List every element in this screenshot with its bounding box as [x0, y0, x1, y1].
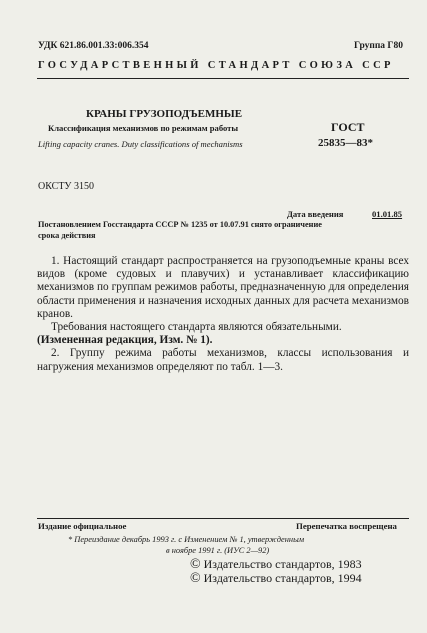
- date-label: Дата введения: [287, 209, 344, 219]
- copyright-icon: ©: [190, 571, 201, 586]
- footer-rule: [37, 518, 409, 519]
- copyright-icon: ©: [190, 557, 201, 572]
- group-code: Группа Г80: [354, 41, 403, 51]
- copyright-text-1: Издательство стандартов, 1983: [203, 557, 362, 571]
- body-text: [37, 255, 409, 374]
- amendment-note: (Измененная редакция, Изм. № 1).: [37, 334, 213, 347]
- reissue-note-line-2: в ноябре 1991 г. (ИУС 2—92): [166, 546, 270, 555]
- paragraph-2: Требования настоящего стандарта являются обязательными.: [51, 321, 342, 334]
- copyright-line-2: [190, 571, 362, 587]
- date-value: 01.01.85: [372, 209, 403, 219]
- header-rule: [37, 78, 409, 79]
- decree-line-2: срока действия: [38, 231, 96, 240]
- copyright-text-2: Издательство стандартов, 1994: [203, 571, 362, 585]
- paragraph-1: 1. Настоящий стандарт распространяется на грузоподъемные краны всех видов (кроме судовых и плавучих) и устанавливает классификацию механизмов по группам режимов работы, предназначенную для определения области применения и назначения исходных данных для расчета механизмов кранов.: [37, 255, 409, 320]
- reprint-prohibited: Перепечатка воспрещена: [296, 521, 397, 531]
- document-subtitle: Классификация механизмов по режимам работы: [48, 123, 239, 133]
- official-edition: Издание официальное: [38, 521, 127, 531]
- okstu-code: ОКСТУ 3150: [38, 181, 95, 192]
- english-title: Lifting capacity cranes. Duty classifications of mechanisms: [38, 139, 243, 149]
- gost-number: 25835—83*: [318, 137, 373, 149]
- document-title: КРАНЫ ГРУЗОПОДЪЕМНЫЕ: [86, 108, 243, 120]
- udk-code: УДК 621.86.001.33:006.354: [38, 41, 149, 51]
- reissue-note-line-1: * Переиздание декабрь 1993 г. с Изменением № 1, утвержденным: [68, 535, 305, 544]
- paragraph-3: 2. Группу режима работы механизмов, классы использования и нагружения механизмов определяют по табл. 1—3.: [37, 347, 409, 373]
- gost-label: ГОСТ: [331, 120, 365, 134]
- state-standard-heading: ГОСУДАРСТВЕННЫЙ СТАНДАРТ СОЮЗА ССР: [38, 60, 394, 71]
- decree-line-1: Постановлением Госстандарта СССР № 1235 от 10.07.91 снято ограничение: [38, 220, 322, 229]
